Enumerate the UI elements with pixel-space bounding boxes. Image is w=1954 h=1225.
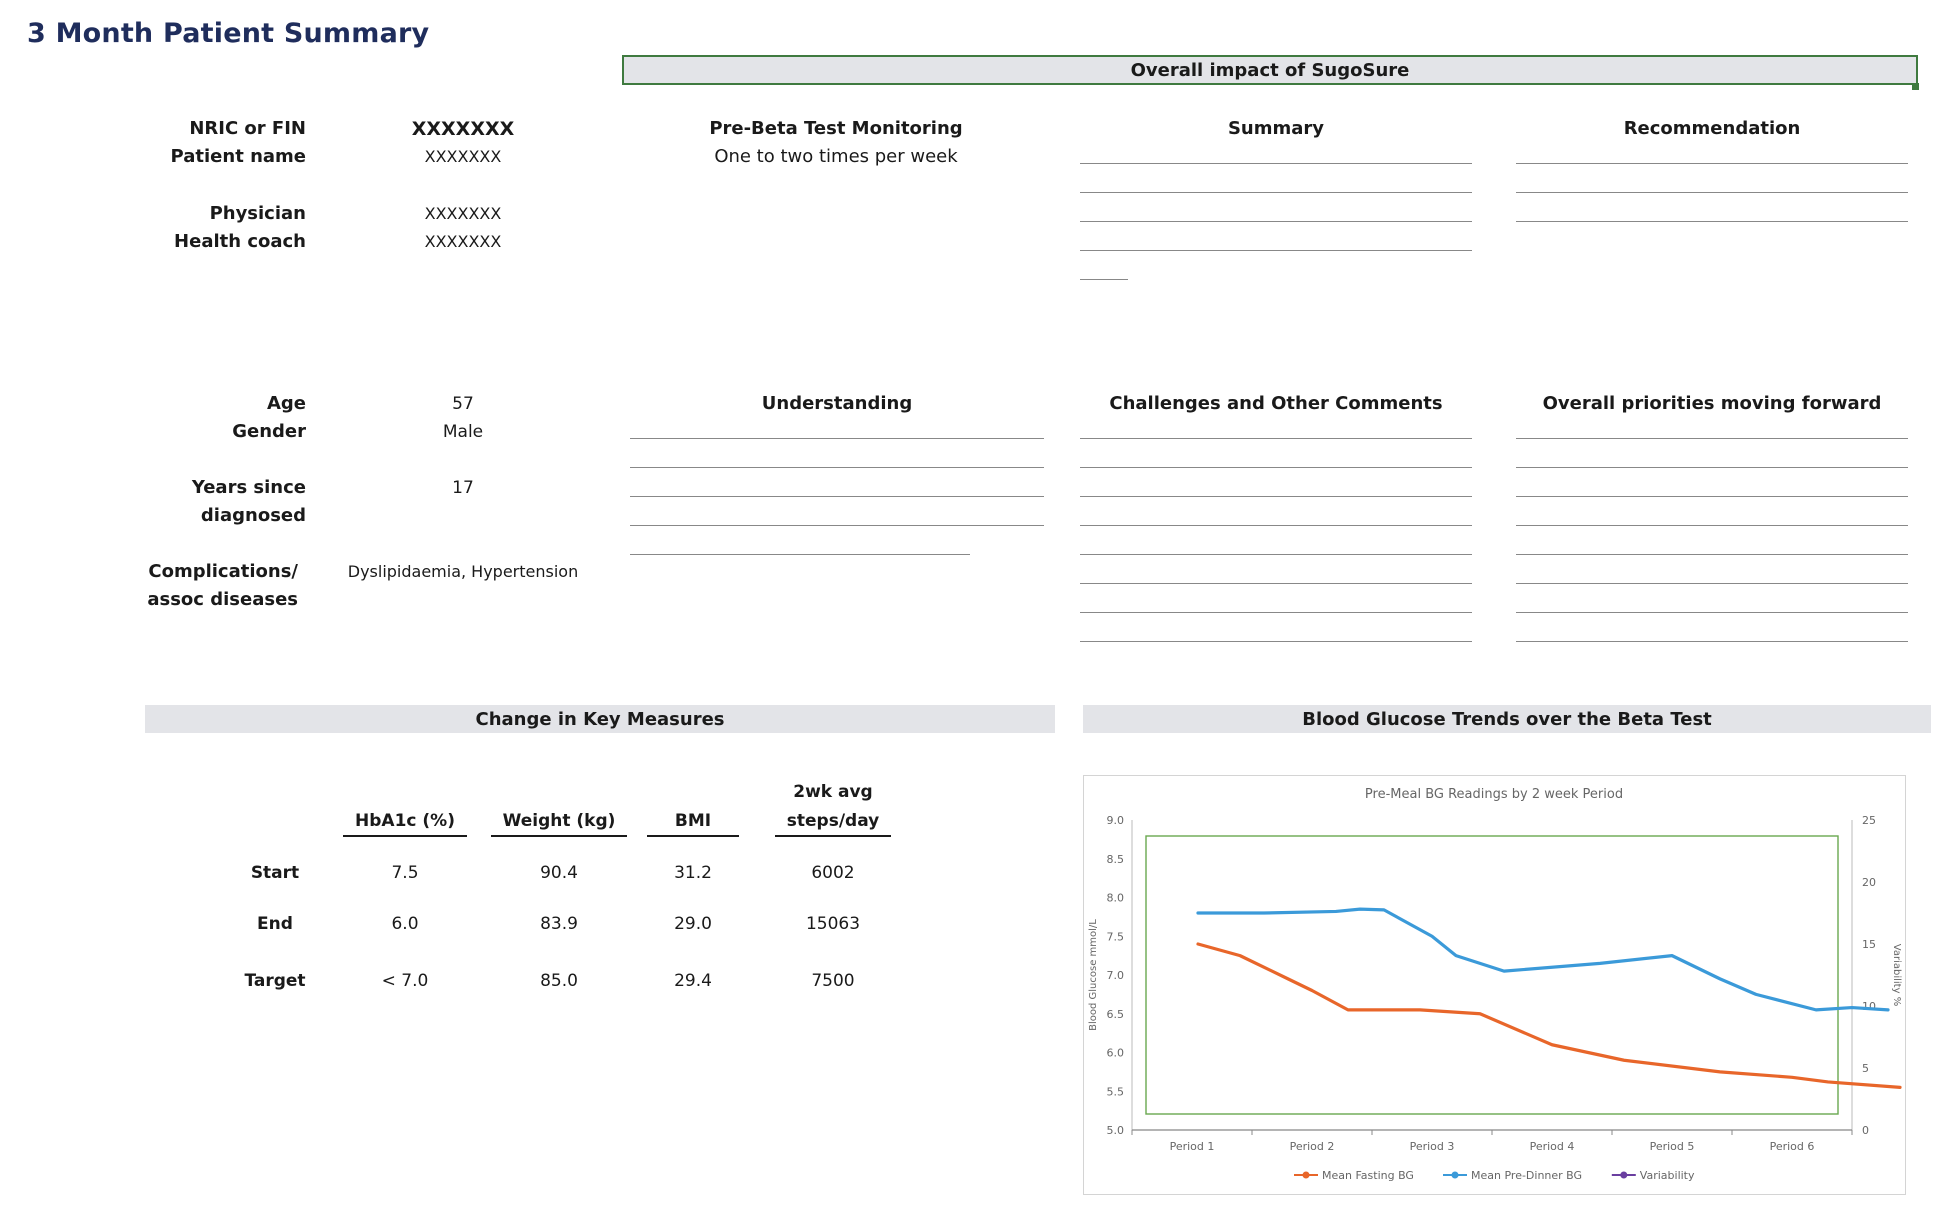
understanding-line xyxy=(630,554,970,555)
challenges-title: Challenges and Other Comments xyxy=(1109,393,1443,414)
y-tick-label: 8.5 xyxy=(1106,852,1124,866)
table-cell: 31.2 xyxy=(674,862,712,883)
fasting-bg-line xyxy=(1198,944,1900,1087)
priorities-lines[interactable] xyxy=(1516,438,1908,642)
table-cell: 6.0 xyxy=(391,913,419,934)
challenges-line xyxy=(1080,612,1472,613)
challenges-line xyxy=(1080,583,1472,584)
bg-chart xyxy=(1084,776,1905,1194)
key-measures-header: Change in Key Measures xyxy=(145,705,1055,733)
col-header-hba1c: HbA1c (%) xyxy=(343,807,467,837)
challenges-line xyxy=(1080,641,1472,642)
y-tick-label: 5.0 xyxy=(1106,1124,1124,1137)
recommendation-title: Recommendation xyxy=(1623,118,1801,139)
recommendation-line xyxy=(1516,192,1908,193)
y-tick-label: 8.0 xyxy=(1106,891,1124,905)
y-tick-label: 9.0 xyxy=(1106,814,1124,827)
table-cell: 7.5 xyxy=(391,862,419,883)
table-cell: 29.0 xyxy=(674,913,712,934)
y-tick-label: 7.0 xyxy=(1106,969,1124,982)
assoc-diseases-label: assoc diseases xyxy=(147,589,298,610)
legend-label: Mean Fasting BG xyxy=(1322,1169,1414,1182)
gender-value: Male xyxy=(442,422,484,442)
challenges-line xyxy=(1080,467,1472,468)
challenges-lines[interactable] xyxy=(1080,438,1472,642)
x-tick-label: Period 1 xyxy=(1169,1140,1215,1153)
priorities-line xyxy=(1516,525,1908,526)
table-cell: 90.4 xyxy=(540,862,578,883)
y-tick-label: 6.5 xyxy=(1106,1007,1124,1021)
years-since-value: 17 xyxy=(452,478,474,498)
table-cell: 83.9 xyxy=(540,913,578,934)
recommendation-line xyxy=(1516,221,1908,222)
table-cell: 29.4 xyxy=(674,970,712,991)
health-coach-label: Health coach xyxy=(174,231,306,252)
y2-tick-label: 15 xyxy=(1862,938,1876,951)
bg-chart-frame xyxy=(1083,775,1906,1195)
monitoring-title: Pre-Beta Test Monitoring xyxy=(709,118,963,139)
x-tick-label: Period 3 xyxy=(1409,1140,1455,1153)
bg-trends-header: Blood Glucose Trends over the Beta Test xyxy=(1083,705,1931,733)
physician-label: Physician xyxy=(209,203,306,224)
y2-tick-label: 20 xyxy=(1862,876,1876,889)
diagnosed-label: diagnosed xyxy=(200,505,306,526)
patient-name-label: Patient name xyxy=(170,146,306,167)
x-tick-label: Period 6 xyxy=(1769,1140,1815,1153)
age-value: 57 xyxy=(452,394,474,414)
col-header-steps-1: 2wk avg xyxy=(793,782,873,802)
understanding-line xyxy=(630,496,1044,497)
challenges-line xyxy=(1080,438,1472,439)
col-header-bmi: BMI xyxy=(647,807,739,837)
x-tick-label: Period 4 xyxy=(1529,1140,1575,1153)
priorities-line xyxy=(1516,438,1908,439)
challenges-line xyxy=(1080,496,1472,497)
page-title: 3 Month Patient Summary xyxy=(27,18,430,49)
y-tick-label: 6.0 xyxy=(1106,1046,1124,1060)
y2-tick-label: 25 xyxy=(1862,814,1876,827)
key-measures-table xyxy=(225,778,913,1009)
priorities-line xyxy=(1516,583,1908,584)
chart-plot xyxy=(1088,814,1902,1182)
pre-dinner-bg-line xyxy=(1198,909,1888,1010)
monitoring-text: One to two times per week xyxy=(714,146,958,167)
priorities-line xyxy=(1516,496,1908,497)
priorities-line xyxy=(1516,612,1908,613)
understanding-line xyxy=(630,525,1044,526)
summary-line xyxy=(1080,192,1472,193)
table-cell: 6002 xyxy=(811,862,855,883)
patient-name-value: XXXXXXX xyxy=(424,147,502,166)
summary-title: Summary xyxy=(1227,118,1325,139)
table-row xyxy=(225,838,913,895)
impact-header[interactable]: Overall impact of SugoSure xyxy=(622,55,1918,85)
complications-value: Dyslipidaemia, Hypertension xyxy=(347,562,579,581)
selection-handle[interactable] xyxy=(1912,83,1919,90)
table-cell: 15063 xyxy=(805,913,861,934)
recommendation-line xyxy=(1516,163,1908,164)
physician-value: XXXXXXX xyxy=(424,204,502,223)
col-header-weight: Weight (kg) xyxy=(491,807,628,837)
summary-line xyxy=(1080,250,1472,251)
row-label-start: Start xyxy=(250,862,300,883)
challenges-line xyxy=(1080,554,1472,555)
y-axis-title: Blood Glucose mmol/L xyxy=(1088,919,1099,1031)
legend-marker xyxy=(1452,1172,1459,1179)
gender-label: Gender xyxy=(232,421,306,442)
priorities-line xyxy=(1516,641,1908,642)
understanding-line xyxy=(630,467,1044,468)
legend-label: Variability xyxy=(1639,1169,1695,1182)
col-header-steps-2: steps/day xyxy=(775,807,891,837)
legend-label: Mean Pre-Dinner BG xyxy=(1471,1169,1583,1182)
nric-value: XXXXXXX xyxy=(411,118,515,140)
x-tick-label: Period 2 xyxy=(1289,1140,1335,1153)
table-cell: 7500 xyxy=(811,970,855,991)
complications-label: Complications/ xyxy=(148,561,298,582)
table-row xyxy=(225,895,913,952)
challenges-line xyxy=(1080,525,1472,526)
understanding-line xyxy=(630,438,1044,439)
understanding-lines[interactable] xyxy=(630,438,1044,555)
legend-marker xyxy=(1303,1172,1310,1179)
y2-axis-title: Variability % xyxy=(1891,943,1902,1007)
y2-tick-label: 10 xyxy=(1862,1000,1876,1013)
table-row xyxy=(225,952,913,1009)
y-tick-label: 5.5 xyxy=(1106,1085,1124,1099)
priorities-line xyxy=(1516,554,1908,555)
table-cell: 85.0 xyxy=(540,970,578,991)
row-label-target: Target xyxy=(244,970,306,991)
understanding-title: Understanding xyxy=(761,393,913,414)
summary-line xyxy=(1080,163,1472,164)
summary-line xyxy=(1080,221,1472,222)
table-cell: < 7.0 xyxy=(381,970,429,991)
years-since-label: Years since xyxy=(191,477,306,498)
nric-label: NRIC or FIN xyxy=(189,118,306,139)
row-label-end: End xyxy=(257,913,293,934)
y2-tick-label: 5 xyxy=(1862,1062,1869,1075)
legend-marker xyxy=(1620,1172,1627,1179)
priorities-line xyxy=(1516,467,1908,468)
recommendation-lines[interactable] xyxy=(1516,163,1908,222)
summary-lines[interactable] xyxy=(1080,163,1472,280)
summary-line xyxy=(1080,279,1128,280)
health-coach-value: XXXXXXX xyxy=(424,232,502,251)
age-label: Age xyxy=(266,393,306,414)
priorities-title: Overall priorities moving forward xyxy=(1542,393,1882,414)
chart-title: Pre-Meal BG Readings by 2 week Period xyxy=(1364,787,1624,802)
y2-tick-label: 0 xyxy=(1862,1124,1869,1137)
x-tick-label: Period 5 xyxy=(1649,1140,1695,1153)
y-tick-label: 7.5 xyxy=(1106,930,1124,944)
